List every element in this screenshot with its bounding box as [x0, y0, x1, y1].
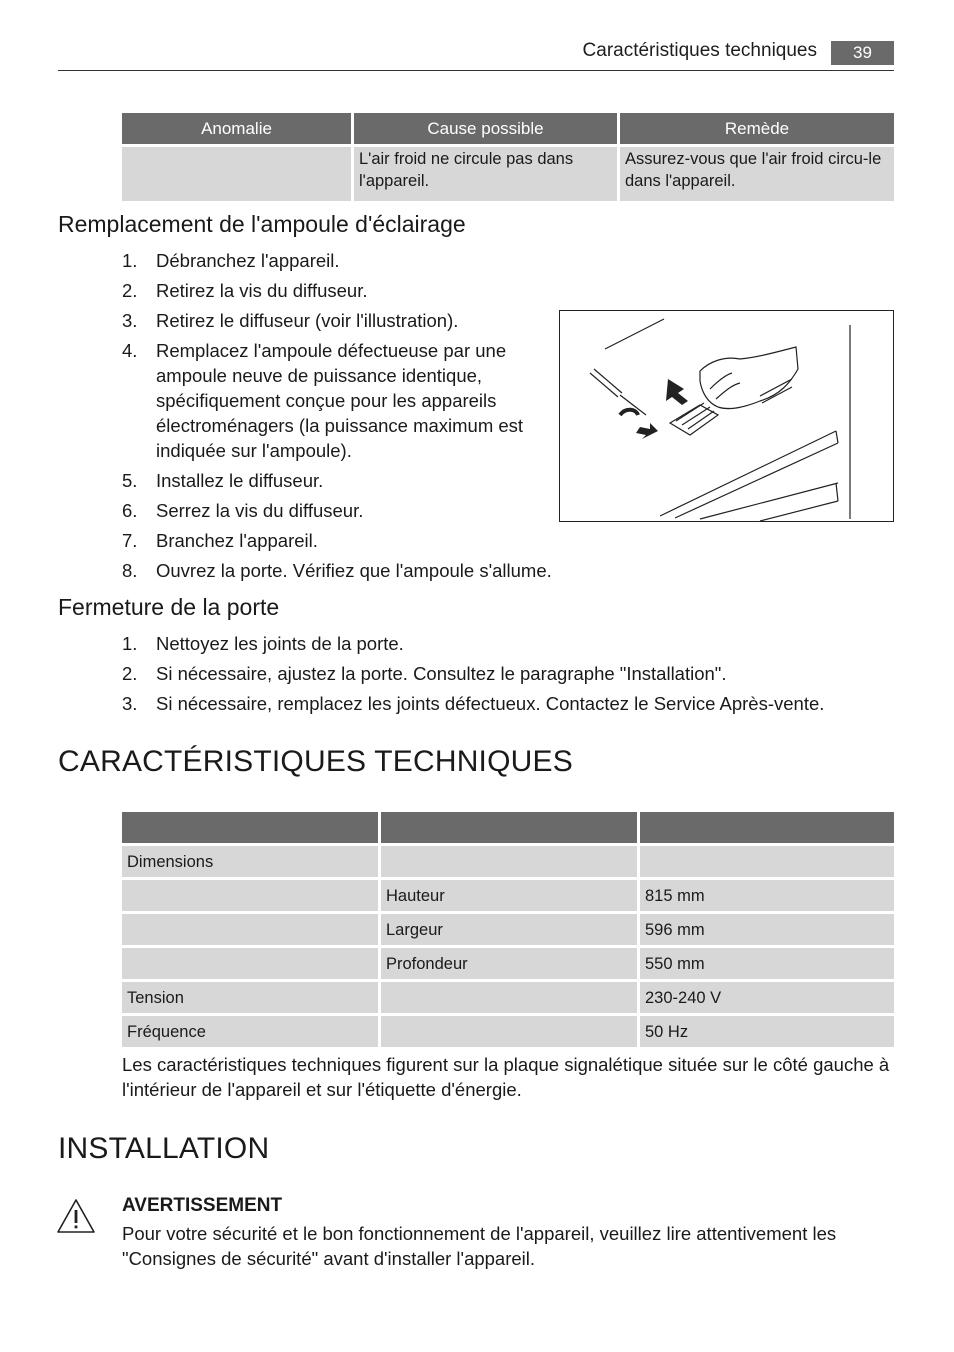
spec-label: [122, 880, 378, 911]
step-number: 1.: [122, 250, 138, 271]
list-item: [58, 661, 918, 686]
table-row: [122, 982, 894, 1013]
step-text: Retirez la vis du diffuseur.: [156, 280, 368, 301]
cell-anomaly: [122, 147, 351, 201]
step-number: 1.: [122, 633, 138, 654]
warning-triangle-icon: [56, 1198, 96, 1234]
column-header-cause: Cause possible: [354, 113, 617, 144]
spec-label: Dimensions: [122, 846, 378, 877]
table-row: [122, 147, 894, 201]
list-item: [58, 278, 528, 303]
step-text: Si nécessaire, ajustez la porte. Consultez le paragraphe "Installation".: [156, 663, 727, 684]
lamp-heading: Remplacement de l'ampoule d'éclairage: [58, 211, 466, 237]
specs-note: Les caractéristiques techniques figurent sur la plaque signalétique située sur le côté gauche à l'intérieur de l'appareil et sur l'étiquette d'énergie.: [122, 1054, 890, 1100]
column-header-remedy: Remède: [620, 113, 894, 144]
specs-heading: CARACTÉRISTIQUES TECHNIQUES: [58, 745, 573, 778]
table-header-row: [122, 812, 894, 843]
table-header-row: [122, 113, 894, 144]
step-number: 2.: [122, 280, 138, 301]
step-number: 2.: [122, 663, 138, 684]
spec-value: 50 Hz: [640, 1016, 894, 1047]
column-header: [122, 812, 378, 843]
step-text: Serrez la vis du diffuseur.: [156, 500, 364, 521]
step-number: 5.: [122, 470, 138, 491]
door-steps-list: [58, 631, 918, 721]
header-rule: [58, 70, 894, 71]
table-row: [122, 1016, 894, 1047]
table-row: [122, 846, 894, 877]
table-row: [122, 880, 894, 911]
spec-value: [640, 846, 894, 877]
spec-value: 815 mm: [640, 880, 894, 911]
list-item: [58, 338, 528, 463]
spec-label: Fréquence: [122, 1016, 378, 1047]
troubleshooting-table: [119, 110, 897, 204]
table-row: [122, 948, 894, 979]
list-item: [58, 558, 696, 583]
lamp-illustration: [559, 310, 894, 522]
step-text: Si nécessaire, remplacez les joints défectueux. Contactez le Service Après-vente.: [156, 693, 825, 714]
spec-value: 596 mm: [640, 914, 894, 945]
list-item: [58, 631, 918, 656]
spec-sublabel: [381, 982, 637, 1013]
running-header-title: Caractéristiques techniques: [582, 40, 817, 61]
step-number: 7.: [122, 530, 138, 551]
list-item: [58, 691, 918, 716]
cell-cause: L'air froid ne circule pas dans l'appareil.: [354, 147, 617, 201]
installation-heading: INSTALLATION: [58, 1132, 270, 1165]
list-item: [58, 498, 528, 523]
step-text: Remplacez l'ampoule défectueuse par une ampoule neuve de puissance identique, spécifiquement conçue pour les appareils électroménagers (la puissance maximum est indiquée sur l'ampoule).: [156, 340, 524, 461]
list-item: [58, 468, 528, 493]
list-item: [58, 248, 528, 273]
page-number: 39: [831, 41, 894, 65]
step-number: 8.: [122, 560, 138, 581]
cell-remedy: Assurez-vous que l'air froid circu-le dans l'appareil.: [620, 147, 894, 201]
step-text: Ouvrez la porte. Vérifiez que l'ampoule s'allume.: [156, 560, 552, 581]
spec-sublabel: [381, 846, 637, 877]
spec-value: 550 mm: [640, 948, 894, 979]
step-number: 3.: [122, 310, 138, 331]
column-header: [640, 812, 894, 843]
table-row: [122, 914, 894, 945]
spec-sublabel: Profondeur: [381, 948, 637, 979]
step-text: Branchez l'appareil.: [156, 530, 318, 551]
list-item: [58, 528, 528, 553]
spec-label: [122, 948, 378, 979]
lamp-steps-list: [58, 248, 552, 588]
spec-sublabel: [381, 1016, 637, 1047]
step-number: 4.: [122, 340, 138, 361]
column-header-anomaly: Anomalie: [122, 113, 351, 144]
warning-title: AVERTISSEMENT: [122, 1195, 283, 1216]
step-text: Retirez le diffuseur (voir l'illustration).: [156, 310, 459, 331]
spec-value: 230-240 V: [640, 982, 894, 1013]
spec-sublabel: Largeur: [381, 914, 637, 945]
step-text: Débranchez l'appareil.: [156, 250, 340, 271]
step-text: Installez le diffuseur.: [156, 470, 324, 491]
step-number: 6.: [122, 500, 138, 521]
warning-text: Pour votre sécurité et le bon fonctionnement de l'appareil, veuillez lire attentivement les "Consignes de sécurité" avant d'installer l'appareil.: [122, 1223, 837, 1269]
spec-label: Tension: [122, 982, 378, 1013]
door-heading: Fermeture de la porte: [58, 594, 280, 620]
step-number: 3.: [122, 693, 138, 714]
spec-sublabel: Hauteur: [381, 880, 637, 911]
specs-table: [119, 809, 897, 1050]
step-text: Nettoyez les joints de la porte.: [156, 633, 404, 654]
list-item: [58, 308, 528, 333]
spec-label: [122, 914, 378, 945]
column-header: [381, 812, 637, 843]
lamp-illustration-drawing: [560, 311, 893, 521]
